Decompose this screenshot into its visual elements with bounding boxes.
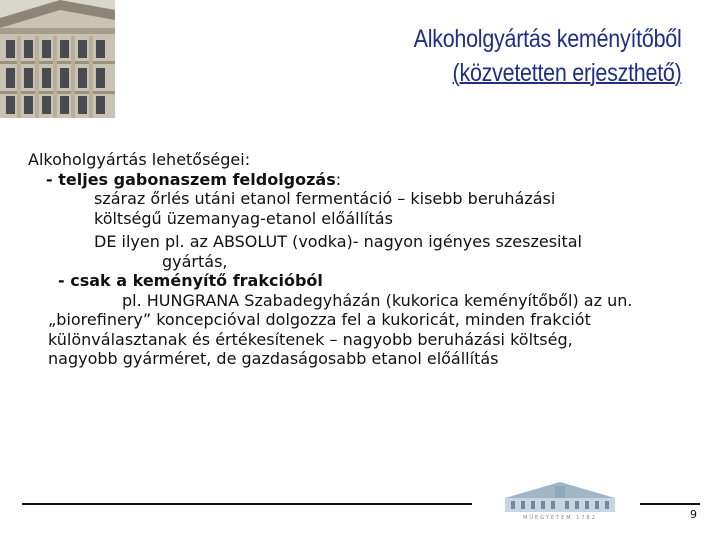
building-photo xyxy=(0,0,115,118)
footer-divider-left xyxy=(22,503,472,505)
intro-text: Alkoholgyártás lehetőségei: xyxy=(28,150,251,169)
bullet-1-line-2: költségű üzemanyag-etanol előállítás xyxy=(94,208,393,228)
bullet-item-1 xyxy=(28,170,688,190)
page-number: 9 xyxy=(690,508,697,521)
bullet-1-line-1: száraz őrlés utáni etanol fermentáció – kisebb beruházási xyxy=(94,189,556,208)
bullet-2-line-4: nagyobb gyárméret, de gazdaságosabb etanol előállítás xyxy=(48,349,499,368)
bullet-2-line-2: „biorefinery” koncepcióval dolgozza fel a kukoricát, minden frakciót xyxy=(48,310,591,329)
bullet-1-heading: teljes gabonaszem feldolgozás xyxy=(58,169,336,189)
bullet-1-line-3: DE ilyen pl. az ABSOLUT (vodka)- nagyon igényes szeszesital xyxy=(94,232,582,251)
bullet-2-prefix: - xyxy=(58,271,71,290)
bullet-item-2 xyxy=(28,271,688,291)
bullet-2-heading: csak a keményítő frakcióból xyxy=(70,271,323,290)
bullet-1-suffix: : xyxy=(335,169,342,189)
bullet-2-line-1: pl. HUNGRANA Szabadegyházán (kukorica keményítőből) az un. xyxy=(122,290,633,310)
bullet-1-line-4: gyártás, xyxy=(162,251,228,271)
university-logo xyxy=(495,478,625,520)
title-line-2: (közvetetten erjeszthető) xyxy=(453,59,682,87)
logo-caption: MŰEGYETEM 1782 xyxy=(523,515,597,520)
slide-body xyxy=(28,150,688,369)
title-line-1: Alkoholgyártás keményítőből xyxy=(414,25,682,53)
bullet-1-prefix: - xyxy=(46,169,59,189)
bullet-2-line-3: különválasztanak és értékesítenek – nagyobb beruházási költség, xyxy=(48,329,573,349)
slide-title xyxy=(414,22,682,90)
footer-divider-right xyxy=(640,503,700,505)
